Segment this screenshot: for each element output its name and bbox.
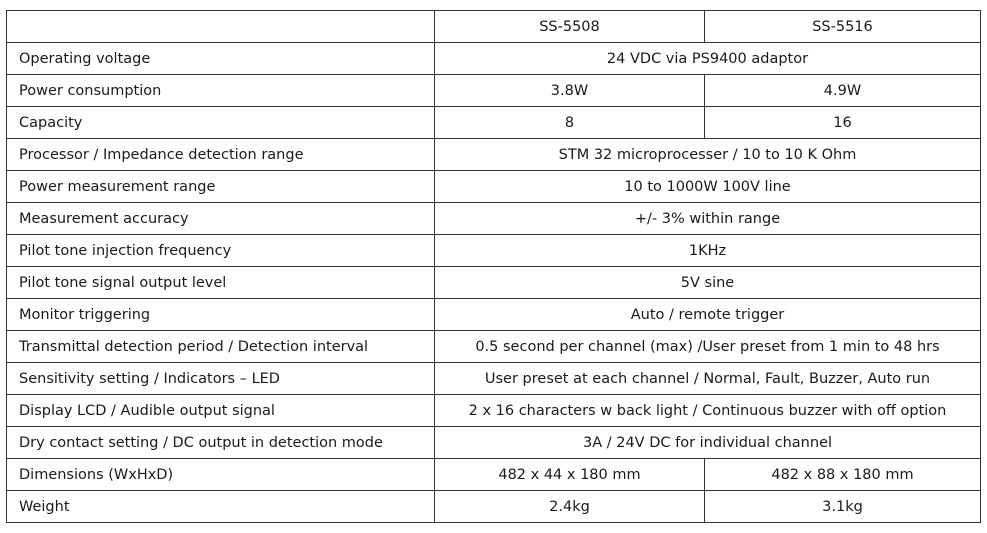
row-value-merged: 2 x 16 characters w back light / Continuous buzzer with off option — [435, 395, 981, 427]
row-value-ss5508: 3.8W — [435, 75, 705, 107]
table-row — [7, 75, 981, 107]
row-value-merged: +/- 3% within range — [435, 203, 981, 235]
table-row — [7, 203, 981, 235]
table-row — [7, 331, 981, 363]
table-row — [7, 171, 981, 203]
row-value-merged: STM 32 microprocesser / 10 to 10 K Ohm — [435, 139, 981, 171]
table-row — [7, 43, 981, 75]
row-value-ss5508: 482 x 44 x 180 mm — [435, 459, 705, 491]
row-label: Dimensions (WxHxD) — [7, 459, 435, 491]
row-value-ss5516: 482 x 88 x 180 mm — [705, 459, 981, 491]
row-value-ss5516: 16 — [705, 107, 981, 139]
row-value-merged: Auto / remote trigger — [435, 299, 981, 331]
table-row — [7, 107, 981, 139]
row-value-ss5516: 4.9W — [705, 75, 981, 107]
table-row — [7, 139, 981, 171]
row-label: Power consumption — [7, 75, 435, 107]
table-row — [7, 459, 981, 491]
row-value-ss5508: 2.4kg — [435, 491, 705, 523]
row-value-merged: User preset at each channel / Normal, Fault, Buzzer, Auto run — [435, 363, 981, 395]
table-row — [7, 267, 981, 299]
row-value-merged: 24 VDC via PS9400 adaptor — [435, 43, 981, 75]
spec-table — [6, 10, 981, 523]
header-blank-cell — [7, 11, 435, 43]
row-label: Sensitivity setting / Indicators – LED — [7, 363, 435, 395]
table-row — [7, 491, 981, 523]
table-row — [7, 395, 981, 427]
table-row — [7, 363, 981, 395]
row-value-merged: 1KHz — [435, 235, 981, 267]
row-label: Dry contact setting / DC output in detection mode — [7, 427, 435, 459]
row-label: Measurement accuracy — [7, 203, 435, 235]
header-ss5508: SS-5508 — [435, 11, 705, 43]
row-value-merged: 3A / 24V DC for individual channel — [435, 427, 981, 459]
row-label: Pilot tone injection frequency — [7, 235, 435, 267]
row-label: Weight — [7, 491, 435, 523]
row-label: Power measurement range — [7, 171, 435, 203]
row-label: Monitor triggering — [7, 299, 435, 331]
row-value-ss5508: 8 — [435, 107, 705, 139]
table-row — [7, 299, 981, 331]
row-value-merged: 0.5 second per channel (max) /User preset from 1 min to 48 hrs — [435, 331, 981, 363]
row-value-ss5516: 3.1kg — [705, 491, 981, 523]
row-label: Processor / Impedance detection range — [7, 139, 435, 171]
header-ss5516: SS-5516 — [705, 11, 981, 43]
table-row — [7, 427, 981, 459]
row-label: Display LCD / Audible output signal — [7, 395, 435, 427]
row-label: Operating voltage — [7, 43, 435, 75]
row-label: Pilot tone signal output level — [7, 267, 435, 299]
row-label: Transmittal detection period / Detection interval — [7, 331, 435, 363]
row-label: Capacity — [7, 107, 435, 139]
row-value-merged: 5V sine — [435, 267, 981, 299]
row-value-merged: 10 to 1000W 100V line — [435, 171, 981, 203]
table-row — [7, 235, 981, 267]
table-header-row — [7, 11, 981, 43]
